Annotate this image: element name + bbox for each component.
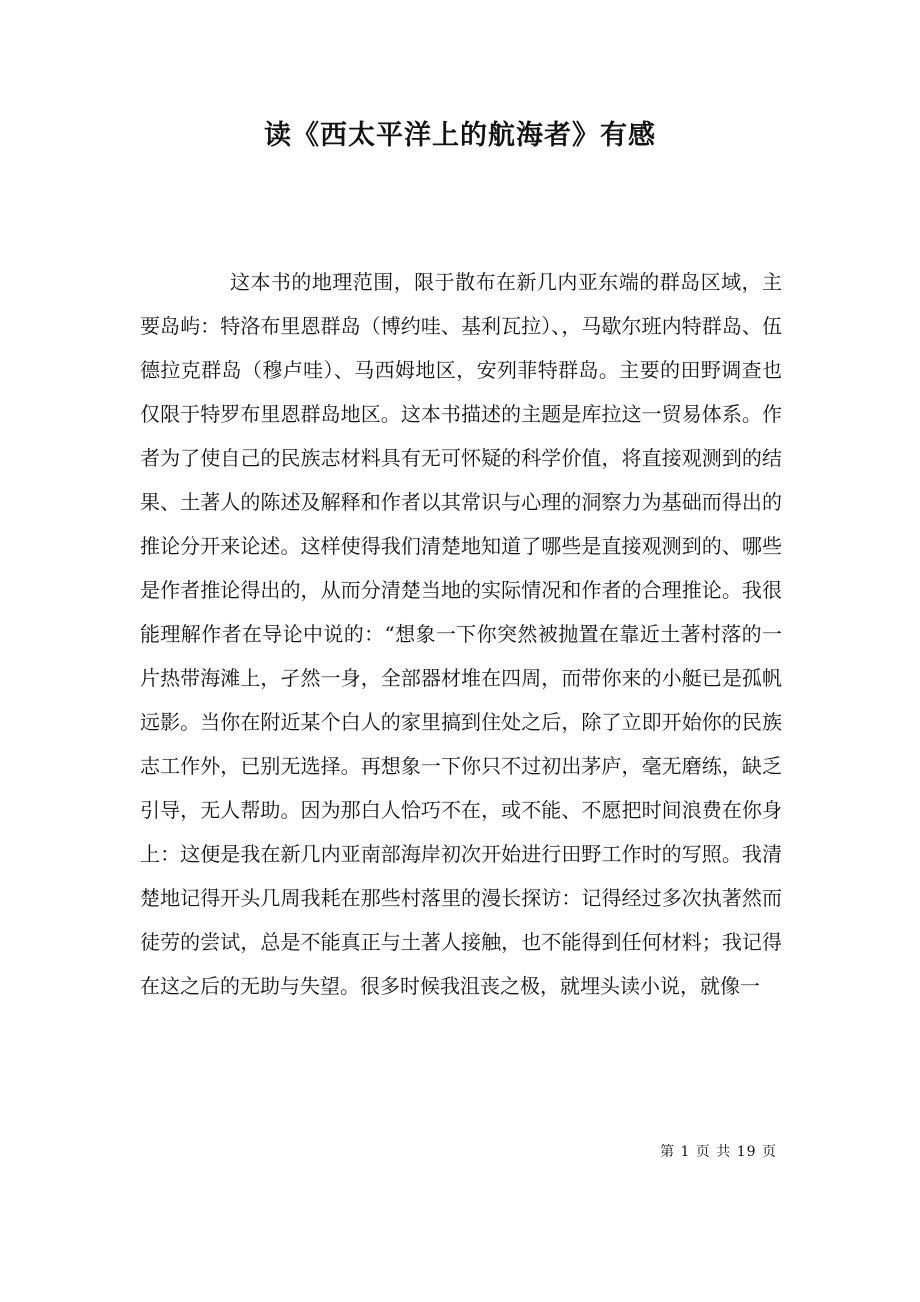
body-paragraph: 这本书的地理范围，限于散布在新几内亚东端的群岛区域，主要岛屿：特洛布里恩群岛（博约哇、基利瓦拉）、，马歇尔班内特群岛、伍德拉克群岛（穆卢哇）、马西姆地区，安列菲特群岛。主要的田野调查也仅限于特罗布里恩群岛地区。这本书描述的主题是库拉这一贸易体系。作者为了使自己的民族志材料具有无可怀疑的科学价值，将直接观测到的结果、土著人的陈述及解释和作者以其常识与心理的洞察力为基础而得出的推论分开来论述。这样使得我们清楚地知道了哪些是直接观测到的、哪些是作者推论得出的，从而分清楚当地的实际情况和作者的合理推论。我很能理解作者在导论中说的：“想象一下你突然被抛置在靠近土著村落的一片热带海滩上，孑然一身，全部器材堆在四周，而带你来的小艇已是孤帆远影。当你在附近某个白人的家里搞到住处之后，除了立即开始你的民族志工作外，已别无选择。再想象一下你只不过初出茅庐，毫无磨练，缺乏引导，无人帮助。因为那白人恰巧不在，或不能、不愿把时间浪费在你身上：这便是我在新几内亚南部海岸初次开始进行田野工作时的写照。我清楚地记得开头几周我耗在那些村落里的漫长探访：记得经过多次执著然而徒劳的尝试，总是不能真正与土著人接触，也不能得到任何材料；我记得在这之后的无助与失望。很多时候我沮丧之极，就埋头读小说，就像一: [140, 270, 782, 998]
body-paragraph-wrapper: [140, 260, 782, 1008]
document-title: 读《西太平洋上的航海者》有感: [264, 120, 656, 151]
page-number-footer: 第 1 页 共 19 页: [660, 1144, 777, 1160]
